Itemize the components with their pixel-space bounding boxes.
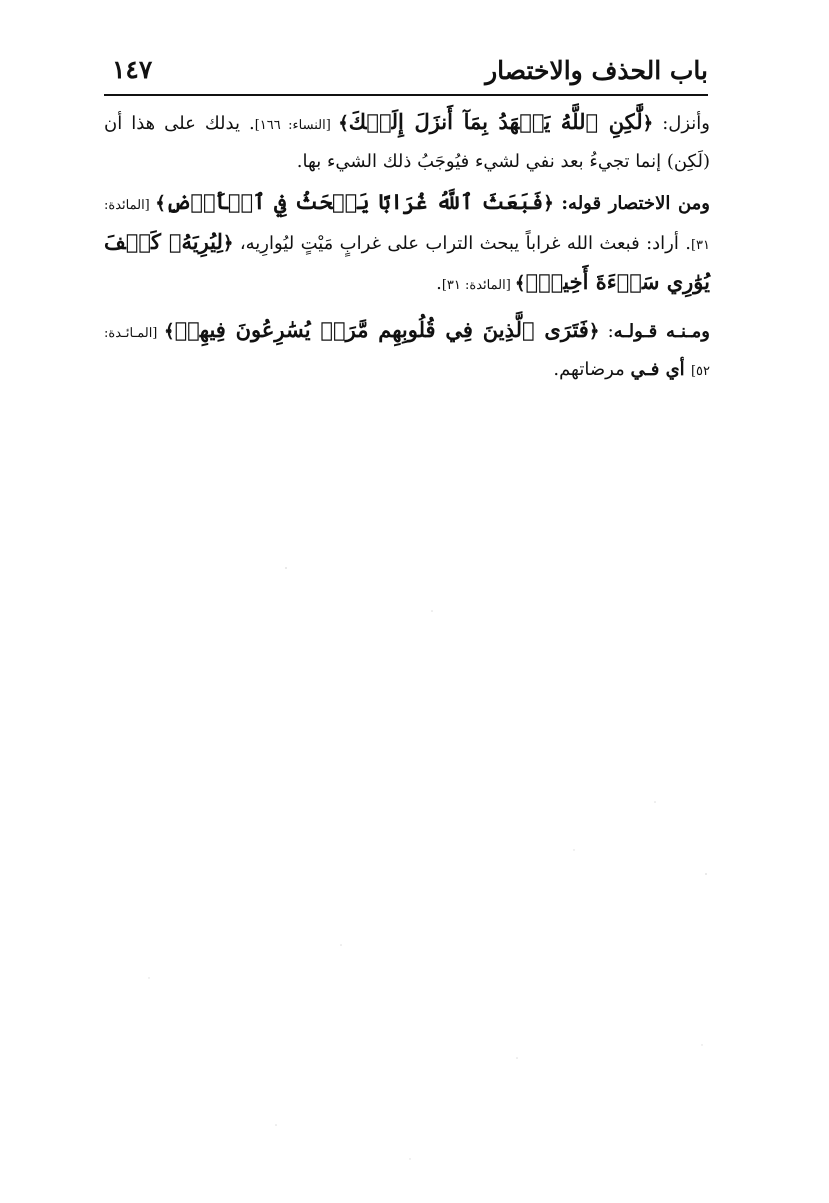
paragraph-3-end: مرضاتهم. bbox=[553, 359, 631, 380]
quran-close-bracket: ﴾ bbox=[514, 273, 526, 294]
paragraph-1 bbox=[104, 104, 710, 180]
paragraph-2-end: . bbox=[436, 273, 442, 294]
paragraph-3-start: : bbox=[599, 321, 614, 342]
quran-open-bracket: ﴿ bbox=[543, 193, 554, 214]
quran-close-bracket: ﴾ bbox=[164, 321, 175, 342]
quran-open-bracket: ﴿ bbox=[222, 233, 234, 254]
paragraph-2-middle: . أراد: فبعث الله غراباً يبحث التراب على غرابٍ مَيْتٍ ليُوارِيه، bbox=[233, 233, 691, 254]
paragraph-2-start: قوله: bbox=[553, 193, 609, 214]
quran-verse-1: لَّٰكِنِ ٱللَّهُ يَشۡهَدُ بِمَآ أَنزَلَ إِلَيۡكَ bbox=[348, 109, 643, 134]
citation-4: [المـائـدة: ٥٢] bbox=[104, 326, 710, 379]
paragraph-2 bbox=[104, 184, 710, 304]
paragraph-3 bbox=[104, 312, 710, 390]
page-number: ١٤٧ bbox=[112, 55, 153, 84]
quran-verse-4: فَتَرَى ٱلَّذِينَ فِي قُلُوبِهِم مَّرَضٞ يُسَٰرِعُونَ فِيهِمۡ bbox=[174, 317, 589, 342]
paragraph-3-end-bold: أي فـي bbox=[630, 359, 691, 380]
citation-1: [النساء: ١٦٦] bbox=[254, 118, 339, 133]
citation-3: [المائدة: ٣١] bbox=[441, 278, 515, 293]
quran-close-bracket: ﴾ bbox=[338, 113, 349, 134]
paragraph-1-start: وأنزل: bbox=[653, 113, 710, 134]
quran-close-bracket: ﴾ bbox=[155, 193, 166, 214]
paragraph-1-end: . يدلك على هذا أن (لَكِن) إنما تجيءُ بعد نفي لشيء فيُوجَبُ ذلك الشيء بها. bbox=[104, 113, 710, 172]
quran-open-bracket: ﴿ bbox=[642, 113, 654, 134]
quran-verse-2: فَبَعَثَ ٱللَّهُ غُرَابًا يَبۡحَثُ فِي ٱلۡأَرۡضِ bbox=[165, 189, 544, 214]
body-text bbox=[104, 104, 710, 390]
citation-2: [المائدة: ٣١] bbox=[104, 198, 710, 253]
quran-verse-3: لِيُرِيَهُۥ كَيۡفَ يُوَٰرِي سَوۡءَةَ أَخِيهِۚ bbox=[104, 229, 710, 294]
page-header bbox=[104, 40, 708, 96]
header-divider bbox=[104, 94, 708, 96]
chapter-title: باب الحذف والاختصار bbox=[485, 56, 708, 85]
quran-open-bracket: ﴿ bbox=[588, 321, 600, 342]
paragraph-2-lead: ومن الاختصار bbox=[608, 193, 710, 214]
paragraph-3-lead: ومـنـه قـولـه bbox=[613, 321, 710, 342]
